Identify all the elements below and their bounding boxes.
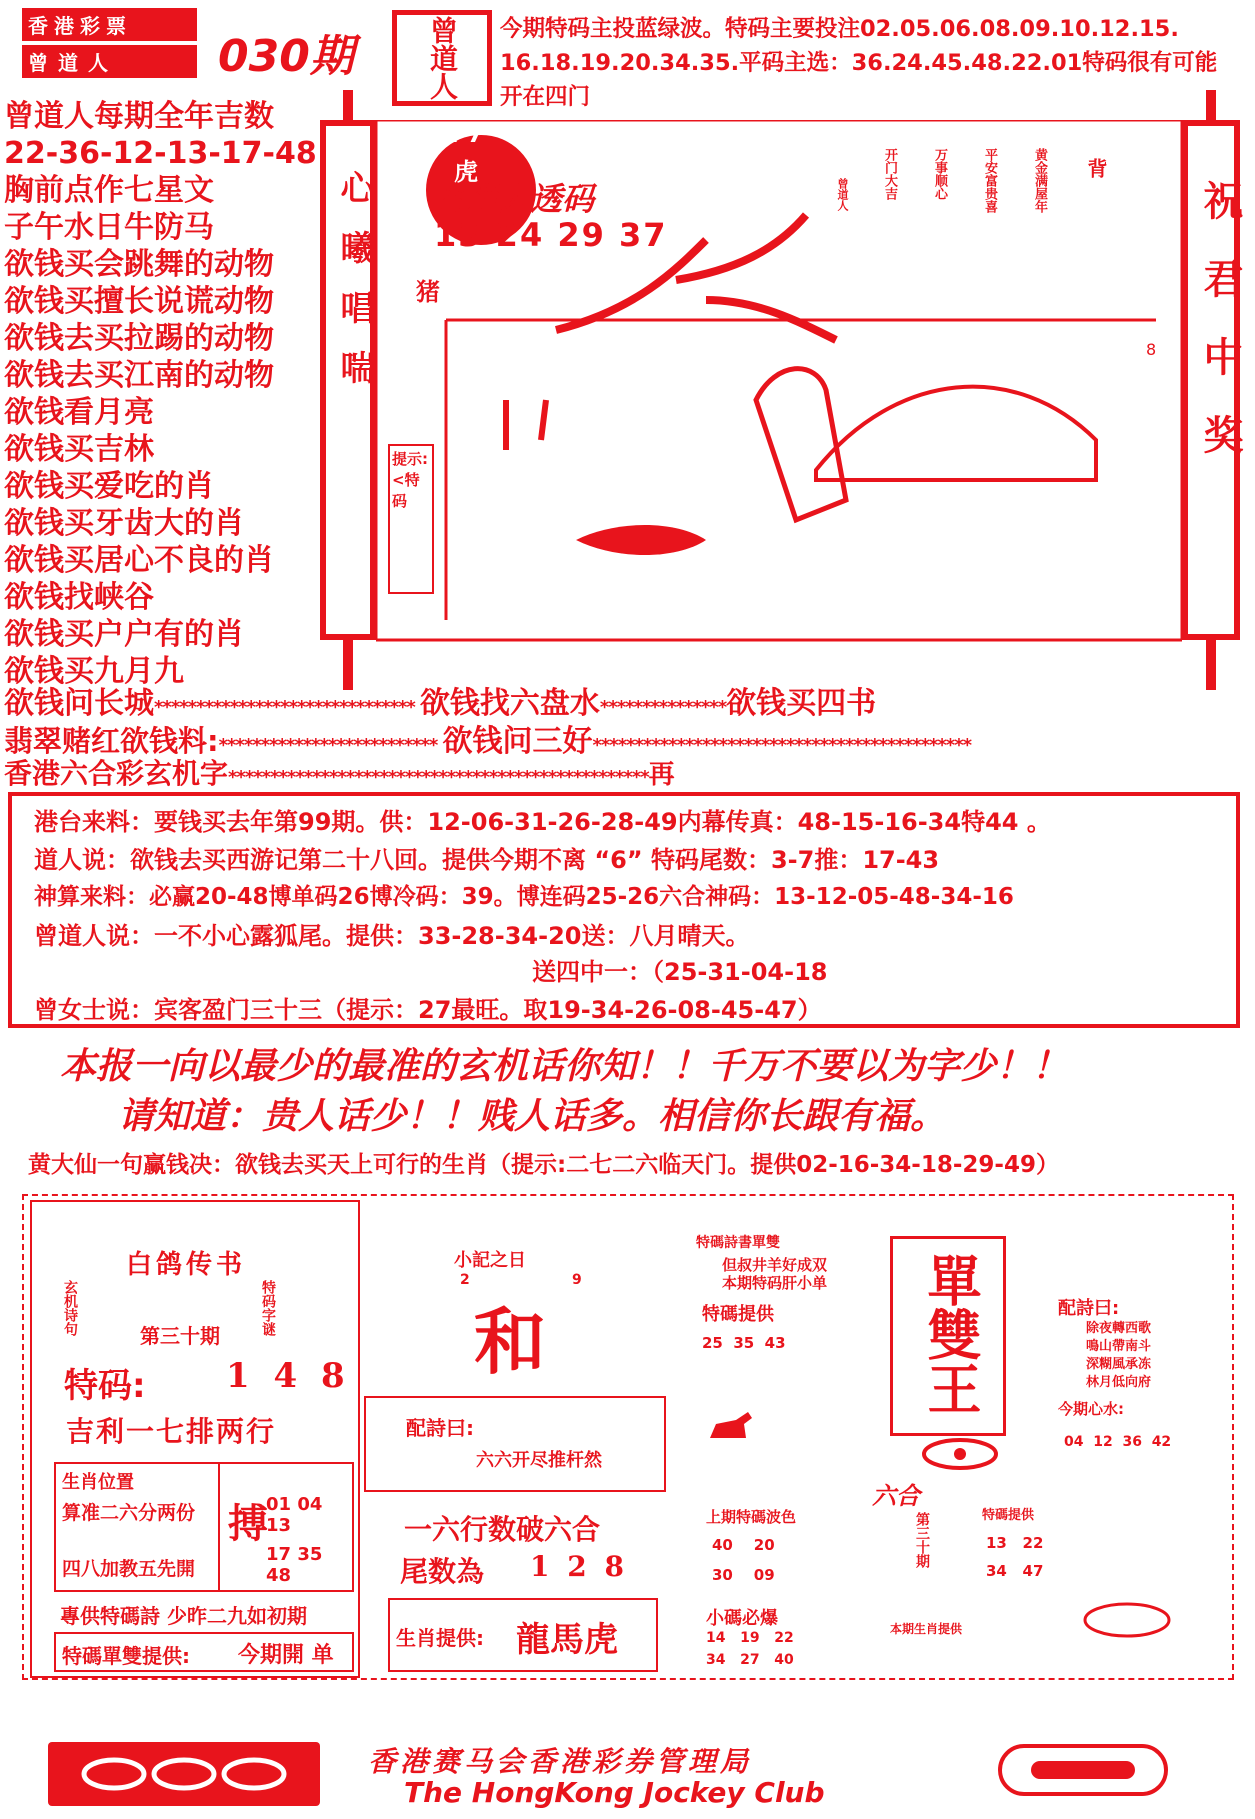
hint-box [388, 444, 434, 594]
panel1-shengxiao-text: 算准二六分两份 [62, 1502, 196, 1524]
verse-box [820, 148, 1120, 268]
scroll-left-text: 心曦唱喘 [334, 170, 374, 410]
panel1-poem: 專供特碼詩 少昨二九如初期 [60, 1604, 307, 1628]
panel1-sijia: 四八加教五先開 [62, 1558, 196, 1580]
verse-col: 万事顺心 [932, 148, 947, 200]
info-row: 神算来料：必赢20-48博单码26博冷码：39。博连码25-26六合神码：13-12-05-48-34-16 [34, 884, 1014, 910]
scroll-left-roller [320, 90, 376, 690]
panel3-xinshui: 今期心水: [1058, 1400, 1124, 1418]
panel1-sd-value: 今期開 单 [238, 1643, 334, 1668]
seal-oval-icon [1082, 1600, 1172, 1640]
panel-baige [30, 1200, 360, 1678]
left-item: 胸前点作七星文 [4, 173, 214, 208]
slogan-line2: 请知道：贵人话少！！贱人话多。相信你长跟有福。 [118, 1095, 947, 1137]
riddle-end: 欲钱买四书 [726, 686, 877, 721]
panel1-tema-value: 1 4 8 [226, 1356, 351, 1396]
panel-danshuang [672, 1200, 1232, 1678]
verse-col: 曾道人 [836, 178, 849, 211]
panel2-peishi-box [364, 1396, 666, 1492]
riddle-stars2: ********************************************* [592, 735, 972, 756]
left-item: 欲钱买居心不良的肖 [4, 543, 274, 578]
issue-number: 030期 [218, 31, 354, 82]
riddle-text: 翡翠赌红欲钱料: [4, 724, 219, 758]
riddle-rows [4, 678, 1244, 788]
scroll-right-roller [1182, 90, 1243, 690]
hint-label: 提示: [392, 450, 428, 468]
info-row: 送四中一：（25-31-04-18 [532, 958, 828, 986]
hint-text: <特码 [392, 471, 420, 510]
header-logo [22, 8, 197, 75]
scroll-illustration [320, 90, 1243, 690]
riddle-row [4, 752, 675, 792]
left-item: 欲钱买吉林 [4, 432, 154, 467]
panel1-nums-row2: 17 35 48 [266, 1544, 323, 1586]
panel2-tail-value: 1 2 8 [530, 1550, 628, 1583]
panel3-liuhe: 六合 [872, 1481, 920, 1510]
panel1-issue: 第三十期 [140, 1324, 220, 1348]
panel3-line2: 本期特码肝小单 [722, 1274, 828, 1292]
panel1-table [54, 1462, 354, 1592]
verse-col: 背 [1084, 158, 1108, 178]
scroll-numbers: 13 24 29 37 [434, 216, 668, 254]
sun-number: 2 7 [442, 120, 484, 148]
footer-chinese: 香港赛马会香港彩券管理局 [368, 1745, 753, 1778]
scroll-small-num: 8 [1146, 340, 1157, 359]
footer-right-seal [998, 1744, 1168, 1796]
panel3-peishi-label: 配詩曰: [1058, 1298, 1120, 1319]
flower-icon [920, 1436, 1000, 1472]
left-item: 欲钱去买拉踢的动物 [4, 321, 274, 356]
left-item: 欲钱买九月九 [4, 654, 184, 689]
panel1-line1: 吉利一七排两行 [66, 1415, 277, 1448]
left-item: 子午水日牛防马 [4, 210, 214, 245]
panel1-side-right: 特码字谜 [260, 1280, 276, 1336]
verse-col: 开门大吉 [882, 148, 897, 200]
horse-icon [706, 1410, 756, 1442]
left-item: 欲钱去买江南的动物 [4, 358, 274, 393]
left-riddle-column [4, 98, 324, 690]
left-item: 欲钱买会跳舞的动物 [4, 247, 274, 282]
left-item: 欲钱买爱吃的肖 [4, 469, 214, 504]
slogan-line1: 本报一向以最少的最准的玄机话你知！！千万不要以为字少！！ [60, 1045, 1069, 1087]
footer-english: The HongKong Jockey Club [404, 1776, 825, 1809]
left-item: 欲钱看月亮 [4, 395, 154, 430]
info-row: 道人说：欲钱去买西游记第二十八回。提供今期不离 “6” 特码尾数：3-7推：17-43 [34, 846, 940, 874]
info-box [8, 792, 1240, 1028]
footer-left-logo [48, 1742, 320, 1806]
panel3-xiao-r2: 34 27 40 [706, 1652, 794, 1668]
panel3-nums: 25 35 43 [702, 1334, 786, 1352]
scroll-right-text: 祝君中奖 [1197, 180, 1243, 492]
scroll-title: 曾道人透码 [434, 180, 595, 218]
panel2-big-char: 和 [474, 1299, 547, 1384]
intro-line2: 16.18.19.20.34.35.平码主选：36.24.45.48.22.01特码很有可能 [500, 50, 1218, 76]
panel2-num-right: 9 [572, 1272, 582, 1288]
info-row: 港台来料：要钱买去年第99期。供：12-06-31-26-28-49内幕传真：48-15-16-34特44 。 [34, 808, 1051, 836]
info-row: 曾道人说：一不小心露狐尾。提供：33-28-34-20送：八月晴天。 [34, 922, 750, 950]
intro-line3: 开在四门 [500, 84, 591, 110]
riddle-end: 再 [648, 760, 675, 790]
left-item: 22-36-12-13-17-48 [4, 136, 317, 171]
riddle-mid: 欲钱问三好 [442, 724, 593, 759]
panel3-tt-r1: 13 22 [986, 1534, 1044, 1552]
panel2-head: 小記之日 [454, 1250, 526, 1271]
panel3-xiao-r1: 14 19 22 [706, 1630, 794, 1646]
left-item: 欲钱买户户有的肖 [4, 617, 244, 652]
panel1-side-left: 玄机诗句 [62, 1280, 78, 1336]
panel3-title: 特碼詩書單雙 [696, 1235, 780, 1251]
stamp-text: 曾道人 [426, 16, 459, 100]
panel3-issue-short: 第三十期 [914, 1512, 930, 1568]
panel2-peishi-text: 六六开尽推杆然 [476, 1450, 602, 1471]
intro-line1: 今期特码主投蓝绿波。特码主要投注02.05.06.08.09.10.12.15. [500, 16, 1179, 42]
riddle-stars: ******************************* [154, 697, 415, 718]
panel2-slogan: 一六行数破六合 [404, 1513, 601, 1546]
panel3-bigtitle: 單雙王 [919, 1253, 983, 1415]
panel3-poem-line: 鳴山帶南斗 [1086, 1339, 1152, 1354]
panel3-poem [1086, 1320, 1151, 1392]
left-item: 曾道人每期全年吉数 [4, 99, 274, 134]
riddle-stars: ************************** [218, 735, 438, 756]
panel2-zodiac-value: 龍馬虎 [516, 1620, 618, 1660]
panel2-peishi-label: 配詩曰: [406, 1416, 474, 1440]
wongtaisin-line: 黄大仙一句赢钱决：欲钱去买天上可行的生肖（提示:二七二六临天门。提供02-16-34-18-29-49） [28, 1152, 1059, 1178]
panel1-shengxiao-label: 生肖位置 [62, 1472, 134, 1493]
panel-he [364, 1200, 666, 1678]
panel2-zodiac-box [388, 1598, 658, 1672]
panel1-title: 白鸽传书 [126, 1250, 247, 1280]
jockey-club-emblem-icon [74, 1750, 294, 1798]
panel1-sd-label: 特碼單雙提供: [62, 1644, 190, 1668]
panel3-sx-tigong: 本期生肖提供 [890, 1622, 963, 1636]
panel3-tt: 特碼提供 [982, 1508, 1035, 1523]
info-row: 曾女士说：宾客盈门三十三（提示：27最旺。取19-34-26-08-45-47） [34, 996, 822, 1024]
panel2-zodiac-label: 生肖提供: [396, 1626, 484, 1650]
panel3-poem-line: 林月低向府 [1086, 1375, 1152, 1390]
panel1-bo-char: 搏 [228, 1500, 268, 1547]
panel1-tema-label: 特码: [64, 1366, 146, 1406]
sun-zodiac: 虎 [454, 158, 478, 186]
panel3-xin-nums: 04 12 36 42 [1064, 1434, 1172, 1450]
riddle-text: 香港六合彩玄机字 [4, 757, 229, 790]
logo-line1: 香港彩票 [22, 8, 197, 41]
left-item: 欲钱买擅长说谎动物 [4, 284, 274, 319]
panel3-line1: 但叔井羊好成双 [722, 1256, 828, 1274]
panel3-poem-line: 除夜轉西歌 [1086, 1321, 1152, 1336]
panel2-tail-label: 尾数為 [400, 1555, 485, 1588]
pig-label: 猪 [416, 278, 440, 306]
riddle-stars: ************************************************** [228, 767, 649, 788]
panel3-bo: 上期特碼波色 [706, 1508, 797, 1526]
left-item: 欲钱买牙齿大的肖 [4, 506, 244, 541]
panel3-tema: 特碼提供 [702, 1304, 774, 1325]
riddle-mid: 欲钱找六盘水 [419, 686, 600, 721]
panel1-nums-row1: 01 04 13 [266, 1494, 323, 1536]
left-item: 欲钱找峡谷 [4, 580, 154, 615]
panel3-poem-line: 深糊風承冻 [1086, 1357, 1152, 1372]
logo-line2: 曾道人 [22, 45, 197, 78]
seal-icon [1023, 1755, 1143, 1785]
riddle-stars2: *************** [599, 697, 727, 718]
panel3-bo-r1: 40 20 [712, 1536, 775, 1554]
panel3-bigtitle-box [890, 1236, 1006, 1436]
panel1-divider [218, 1464, 220, 1590]
panel3-xiao: 小碼必爆 [706, 1608, 778, 1629]
panel2-num-left: 2 [460, 1272, 470, 1288]
panel3-tt-r2: 34 47 [986, 1562, 1044, 1580]
verse-col: 黄金满屋年 [1032, 148, 1047, 213]
panel3-bo-r2: 30 09 [712, 1566, 775, 1584]
verse-col: 平安富贵喜 [982, 148, 997, 213]
panel1-single-double [54, 1632, 354, 1672]
riddle-text: 欲钱问长城 [4, 686, 154, 721]
